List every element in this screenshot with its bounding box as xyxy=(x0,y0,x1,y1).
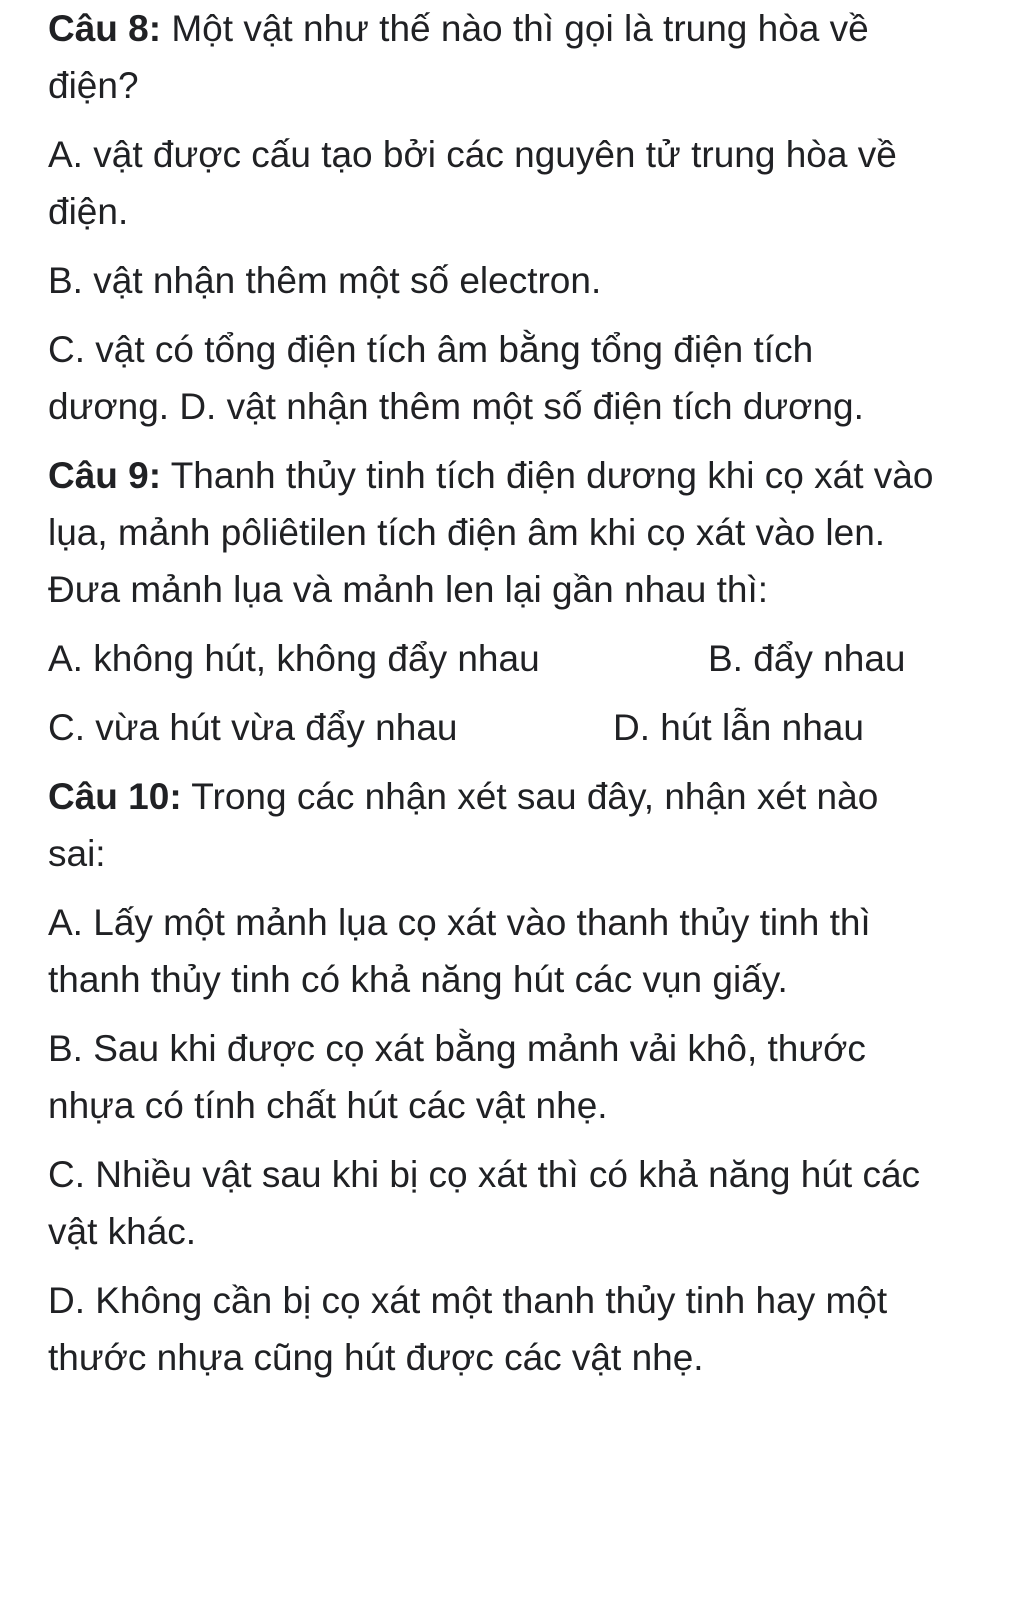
question-8 xyxy=(48,0,898,114)
question-8-option-cd: C. vật có tổng điện tích âm bằng tổng điện tích dương. D. vật nhận thêm một số điện tích dương. xyxy=(48,329,864,427)
question-9-option-d: D. hút lẫn nhau xyxy=(613,707,864,748)
question-8-option-b: B. vật nhận thêm một số electron. xyxy=(48,260,602,301)
question-8-text: Một vật như thế nào thì gọi là trung hòa về điện? xyxy=(48,8,869,106)
question-10-label: Câu 10: xyxy=(48,776,182,817)
question-8-label: Câu 8: xyxy=(48,8,162,49)
document-page xyxy=(48,0,1008,1398)
question-9-text: Thanh thủy tinh tích điện dương khi cọ xát vào lụa, mảnh pôliêtilen tích điện âm khi cọ xát vào len. Đưa mảnh lụa và mảnh len lại gần nhau thì: xyxy=(48,455,934,610)
question-9-label: Câu 9: xyxy=(48,455,162,496)
question-9-option-a: A. không hút, không đẩy nhau xyxy=(48,638,540,679)
question-10-option-b: B. Sau khi được cọ xát bằng mảnh vải khô, thước nhựa có tính chất hút các vật nhẹ. xyxy=(48,1028,866,1126)
question-10-option-a: A. Lấy một mảnh lụa cọ xát vào thanh thủy tinh thì thanh thủy tinh có khả năng hút các vụn giấy. xyxy=(48,902,871,1000)
question-8-option-a: A. vật được cấu tạo bởi các nguyên tử trung hòa về điện. xyxy=(48,134,897,232)
question-9-options-ab xyxy=(48,630,1008,687)
question-9-option-b: B. đẩy nhau xyxy=(708,638,906,679)
question-10 xyxy=(48,768,888,882)
question-10-option-d: D. Không cần bị cọ xát một thanh thủy tinh hay một thước nhựa cũng hút được các vật nhẹ. xyxy=(48,1280,888,1378)
question-9-option-c: C. vừa hút vừa đẩy nhau xyxy=(48,707,458,748)
question-10-option-c: C. Nhiều vật sau khi bị cọ xát thì có khả năng hút các vật khác. xyxy=(48,1154,921,1252)
question-9 xyxy=(48,447,948,618)
question-10-text: Trong các nhận xét sau đây, nhận xét nào sai: xyxy=(48,776,879,874)
question-9-options-cd xyxy=(48,699,1008,756)
